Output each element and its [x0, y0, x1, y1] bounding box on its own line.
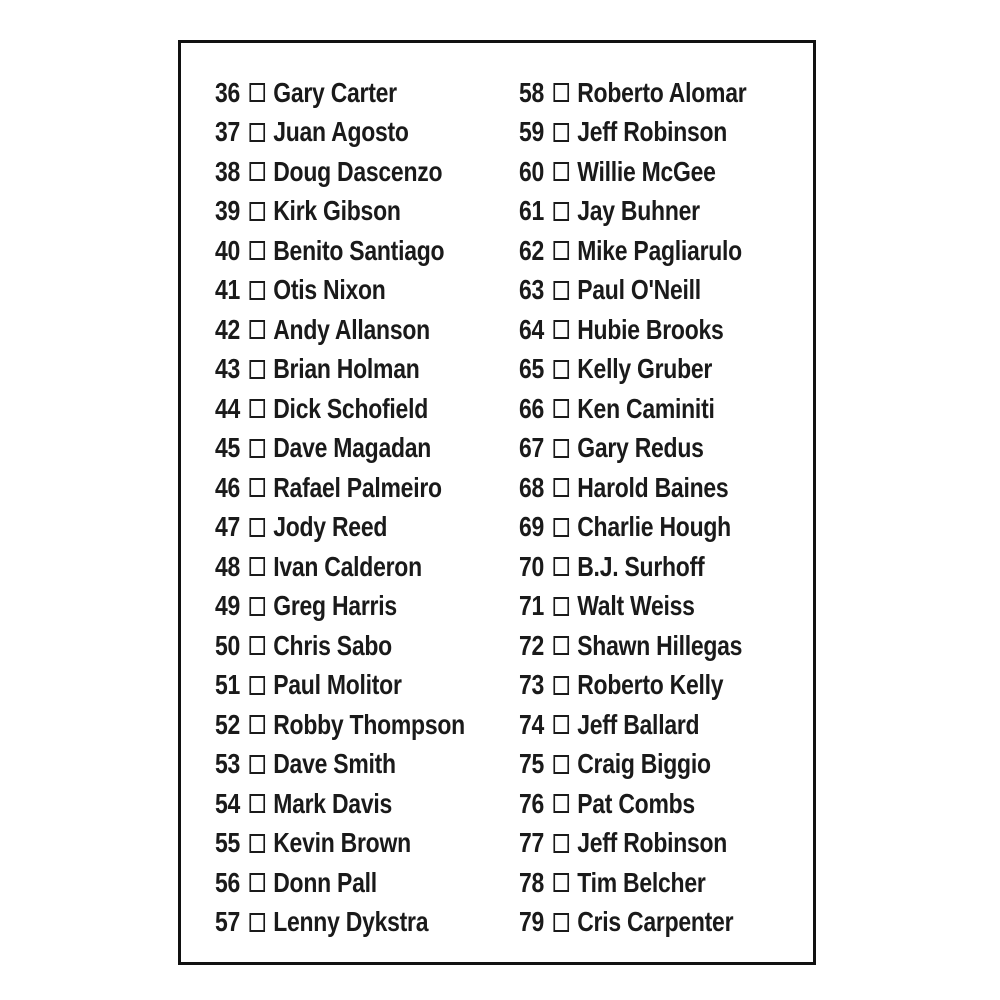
card-number: 67	[519, 432, 545, 464]
checklist-item	[215, 547, 465, 587]
checkbox[interactable]	[249, 676, 265, 695]
checklist-item	[215, 429, 465, 469]
player-name: Jeff Robinson	[577, 827, 728, 859]
checkbox[interactable]	[553, 162, 569, 181]
player-name: Benito Santiago	[273, 234, 445, 266]
player-name: Walt Weiss	[577, 590, 695, 622]
card-number: 63	[519, 274, 545, 306]
player-name: Tim Belcher	[577, 866, 706, 898]
player-name: Paul O'Neill	[577, 274, 701, 306]
checkbox[interactable]	[249, 399, 265, 418]
player-name: B.J. Surhoff	[577, 550, 705, 582]
checklist-right-column	[519, 73, 796, 942]
player-name: Robby Thompson	[273, 708, 465, 740]
checkbox[interactable]	[249, 241, 265, 260]
card-number: 78	[519, 866, 545, 898]
card-number: 37	[215, 116, 241, 148]
checkbox[interactable]	[249, 834, 265, 853]
checklist-item	[519, 429, 746, 469]
player-name: Greg Harris	[273, 590, 397, 622]
player-name: Andy Allanson	[273, 313, 430, 345]
player-name: Ivan Calderon	[273, 550, 422, 582]
player-name: Jeff Ballard	[577, 708, 700, 740]
checklist-item	[215, 863, 465, 903]
checkbox[interactable]	[249, 162, 265, 181]
checklist-item	[519, 73, 746, 113]
card-number: 58	[519, 76, 545, 108]
checklist-item	[519, 468, 746, 508]
player-name: Mark Davis	[273, 787, 393, 819]
player-name: Kelly Gruber	[577, 353, 713, 385]
checklist-item	[215, 508, 465, 548]
checklist-item	[519, 231, 746, 271]
card-number: 50	[215, 629, 241, 661]
checklist-item	[215, 903, 465, 943]
card-number: 62	[519, 234, 545, 266]
checkbox[interactable]	[553, 636, 569, 655]
checkbox[interactable]	[553, 439, 569, 458]
checklist-item	[215, 389, 465, 429]
card-number: 68	[519, 471, 545, 503]
checkbox[interactable]	[553, 597, 569, 616]
card-number: 75	[519, 748, 545, 780]
card-number: 66	[519, 392, 545, 424]
checklist-item	[519, 547, 746, 587]
card-number: 49	[215, 590, 241, 622]
checklist-item	[519, 113, 746, 153]
card-number: 36	[215, 76, 241, 108]
checkbox[interactable]	[249, 873, 265, 892]
card-number: 59	[519, 116, 545, 148]
checklist-item	[519, 824, 746, 864]
checklist-item	[519, 271, 746, 311]
card-number: 74	[519, 708, 545, 740]
card-number: 54	[215, 787, 241, 819]
card-number: 53	[215, 748, 241, 780]
checkbox[interactable]	[553, 399, 569, 418]
player-name: Ken Caminiti	[577, 392, 715, 424]
checklist-item	[519, 903, 746, 943]
checkbox[interactable]	[249, 518, 265, 537]
checkbox[interactable]	[249, 478, 265, 497]
checkbox[interactable]	[249, 557, 265, 576]
card-number: 47	[215, 511, 241, 543]
player-name: Shawn Hillegas	[577, 629, 743, 661]
checkbox[interactable]	[249, 202, 265, 221]
checkbox[interactable]	[249, 636, 265, 655]
checklist-item	[519, 863, 746, 903]
player-name: Harold Baines	[577, 471, 729, 503]
checkbox[interactable]	[553, 281, 569, 300]
player-name: Dave Magadan	[273, 432, 432, 464]
player-name: Dave Smith	[273, 748, 396, 780]
checklist-left-column	[215, 73, 520, 942]
checkbox[interactable]	[553, 715, 569, 734]
card-number: 55	[215, 827, 241, 859]
card-number: 60	[519, 155, 545, 187]
checkbox[interactable]	[249, 715, 265, 734]
checkbox[interactable]	[249, 360, 265, 379]
checkbox[interactable]	[553, 83, 569, 102]
player-name: Paul Molitor	[273, 669, 402, 701]
checklist-item	[519, 626, 746, 666]
checkbox[interactable]	[553, 557, 569, 576]
player-name: Mike Pagliarulo	[577, 234, 742, 266]
player-name: Roberto Alomar	[577, 76, 747, 108]
checkbox[interactable]	[553, 913, 569, 932]
checklist-item	[519, 745, 746, 785]
player-name: Willie McGee	[577, 155, 716, 187]
player-name: Craig Biggio	[577, 748, 711, 780]
card-number: 46	[215, 471, 241, 503]
card-number: 48	[215, 550, 241, 582]
player-name: Charlie Hough	[577, 511, 731, 543]
checklist-item	[519, 666, 746, 706]
checkbox[interactable]	[553, 478, 569, 497]
card-number: 64	[519, 313, 545, 345]
checkbox[interactable]	[249, 439, 265, 458]
checkbox[interactable]	[553, 755, 569, 774]
checklist-item	[215, 73, 465, 113]
player-name: Gary Carter	[273, 76, 397, 108]
card-number: 69	[519, 511, 545, 543]
checklist-item	[519, 508, 746, 548]
card-number: 44	[215, 392, 241, 424]
player-name: Roberto Kelly	[577, 669, 724, 701]
card-number: 45	[215, 432, 241, 464]
checkbox[interactable]	[249, 320, 265, 339]
player-name: Juan Agosto	[273, 116, 409, 148]
card-number: 73	[519, 669, 545, 701]
checklist-item	[215, 310, 465, 350]
checklist-item	[519, 192, 746, 232]
checklist-item	[519, 152, 746, 192]
checklist-card	[178, 40, 816, 965]
card-number: 57	[215, 906, 241, 938]
checkbox[interactable]	[553, 360, 569, 379]
checkbox[interactable]	[553, 873, 569, 892]
card-number: 72	[519, 629, 545, 661]
player-name: Chris Sabo	[273, 629, 392, 661]
card-number: 51	[215, 669, 241, 701]
checklist-item	[519, 705, 746, 745]
player-name: Rafael Palmeiro	[273, 471, 442, 503]
player-name: Doug Dascenzo	[273, 155, 443, 187]
player-name: Kirk Gibson	[273, 195, 401, 227]
checklist-item	[519, 310, 746, 350]
checkbox[interactable]	[249, 794, 265, 813]
checklist-item	[215, 468, 465, 508]
checklist-item	[519, 587, 746, 627]
checkbox[interactable]	[249, 755, 265, 774]
player-name: Cris Carpenter	[577, 906, 734, 938]
checklist-item	[215, 192, 465, 232]
checklist-item	[215, 231, 465, 271]
checklist-item	[215, 824, 465, 864]
checkbox[interactable]	[553, 202, 569, 221]
player-name: Dick Schofield	[273, 392, 428, 424]
checklist-item	[215, 784, 465, 824]
player-name: Gary Redus	[577, 432, 704, 464]
card-number: 42	[215, 313, 241, 345]
checklist-item	[519, 389, 746, 429]
checkbox[interactable]	[553, 241, 569, 260]
card-number: 52	[215, 708, 241, 740]
checkbox[interactable]	[553, 320, 569, 339]
checkbox[interactable]	[553, 518, 569, 537]
card-number: 76	[519, 787, 545, 819]
card-number: 61	[519, 195, 545, 227]
checklist-item	[215, 745, 465, 785]
player-name: Jay Buhner	[577, 195, 700, 227]
card-number: 70	[519, 550, 545, 582]
checklist-item	[215, 626, 465, 666]
card-number: 65	[519, 353, 545, 385]
card-number: 43	[215, 353, 241, 385]
checkbox[interactable]	[553, 794, 569, 813]
player-name: Pat Combs	[577, 787, 695, 819]
checklist-item	[215, 271, 465, 311]
checklist-item	[215, 666, 465, 706]
card-number: 71	[519, 590, 545, 622]
card-number: 38	[215, 155, 241, 187]
checklist-item	[215, 113, 465, 153]
checkbox[interactable]	[249, 123, 265, 142]
card-number: 40	[215, 234, 241, 266]
checkbox[interactable]	[553, 676, 569, 695]
player-name: Kevin Brown	[273, 827, 411, 859]
card-number: 41	[215, 274, 241, 306]
checklist-item	[215, 350, 465, 390]
player-name: Brian Holman	[273, 353, 420, 385]
player-name: Jody Reed	[273, 511, 388, 543]
checkbox[interactable]	[249, 281, 265, 300]
checkbox[interactable]	[553, 834, 569, 853]
card-number: 56	[215, 866, 241, 898]
player-name: Jeff Robinson	[577, 116, 728, 148]
card-number: 77	[519, 827, 545, 859]
checklist-item	[215, 587, 465, 627]
checklist-item	[215, 152, 465, 192]
checkbox[interactable]	[249, 913, 265, 932]
player-name: Donn Pall	[273, 866, 377, 898]
checklist-item	[215, 705, 465, 745]
card-number: 79	[519, 906, 545, 938]
checkbox[interactable]	[553, 123, 569, 142]
checkbox[interactable]	[249, 597, 265, 616]
checklist-item	[519, 784, 746, 824]
checklist-item	[519, 350, 746, 390]
checkbox[interactable]	[249, 83, 265, 102]
player-name: Hubie Brooks	[577, 313, 724, 345]
player-name: Otis Nixon	[273, 274, 386, 306]
player-name: Lenny Dykstra	[273, 906, 429, 938]
card-number: 39	[215, 195, 241, 227]
